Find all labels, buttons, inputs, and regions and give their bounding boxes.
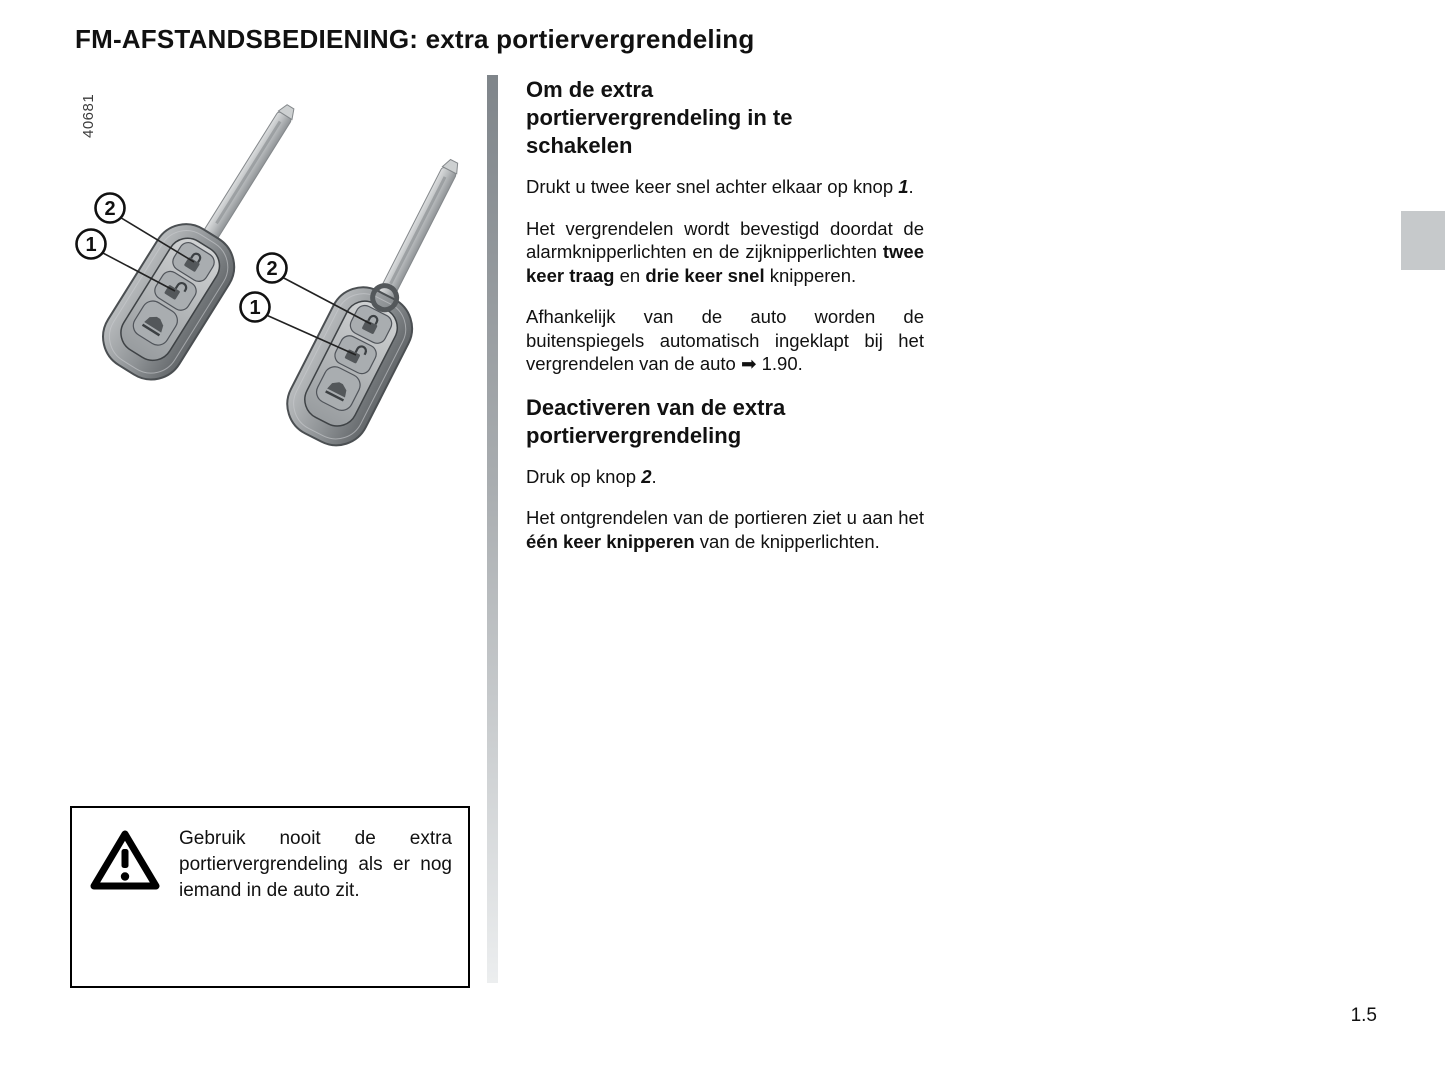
button-ref-2: 2 — [641, 465, 652, 487]
cross-ref-page: 1.90. — [756, 353, 803, 374]
text-run: knipperen. — [764, 264, 857, 286]
warning-text: Gebruik nooit de extra portiervergrendeling als er nog iemand in de auto zit. — [179, 828, 452, 901]
callout-label: 1 — [249, 297, 261, 319]
callout-1-left — [77, 230, 106, 259]
callout-label: 2 — [266, 258, 278, 280]
flip-key-left — [91, 85, 327, 392]
paragraph-mirrors — [526, 305, 924, 376]
heading-line: portiervergrendeling — [526, 422, 742, 448]
keys-illustration — [60, 80, 500, 540]
text-run: van de knipperlichten. — [694, 530, 880, 552]
text-run: Het ontgrendelen van de portieren ziet u aan het — [526, 507, 924, 528]
heading-line: Deactiveren van de extra — [526, 394, 786, 420]
paragraph-press-button-1 — [526, 175, 924, 199]
heading-line: Om de extra — [526, 77, 654, 102]
callout-2-right — [258, 254, 287, 283]
heading-line: schakelen — [526, 133, 633, 158]
section-heading-deactivate — [526, 394, 924, 450]
section-divider-bar — [487, 75, 498, 983]
callout-label: 1 — [85, 234, 97, 256]
text-run: Afhankelijk van de auto worden de buitenspiegels automatisch ingeklapt bij het vergrendelen van de auto — [526, 306, 924, 374]
callout-2-left — [96, 194, 125, 223]
paragraph-lock-confirmation — [526, 217, 924, 288]
text-run: Het vergrendelen wordt bevestigd doordat de alarmknipperlichten en de zijknipperlichten — [526, 217, 924, 262]
figure-number: 40681 — [80, 93, 97, 138]
page-title: FM-AFSTANDSBEDIENING: extra portiervergrendeling — [75, 24, 755, 54]
text-run: . — [651, 465, 657, 487]
text-run: Druk op knop — [526, 465, 642, 487]
paragraph-press-button-2 — [526, 465, 924, 489]
page-number: 1.5 — [1350, 1005, 1377, 1026]
chapter-tab-marker — [1401, 211, 1445, 270]
content-column — [526, 76, 924, 571]
callout-1-right — [241, 293, 270, 322]
paragraph-unlock-confirmation — [526, 506, 924, 553]
cross-ref-arrow-icon: ➡ — [740, 353, 757, 374]
callout-label: 2 — [104, 198, 116, 220]
warning-box — [70, 806, 470, 988]
text-run: . — [908, 176, 914, 197]
bold-run: één keer knipperen — [526, 530, 695, 552]
bold-run: drie keer snel — [645, 264, 765, 286]
text-run: Drukt u twee keer snel achter elkaar op knop — [526, 176, 899, 197]
heading-line: portiervergrendeling in te — [526, 105, 793, 130]
text-run: en — [614, 264, 646, 286]
warning-triangle-icon — [88, 828, 162, 894]
flip-key-right — [276, 142, 492, 456]
bold-run: twee keer traag — [526, 241, 924, 286]
section-heading-activate — [526, 76, 924, 160]
button-ref-1: 1 — [898, 176, 909, 197]
